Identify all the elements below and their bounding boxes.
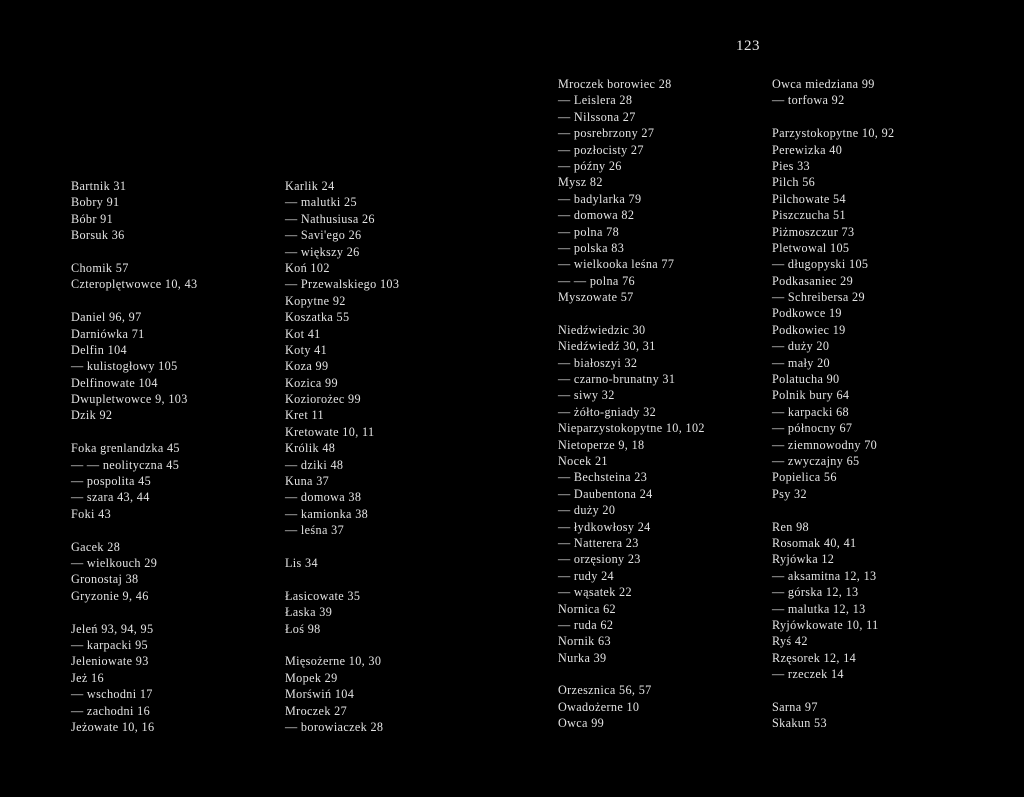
index-entry: — rzeczek 14	[772, 667, 844, 682]
index-entry: Mroczek 27	[285, 703, 348, 718]
index-entry: — zachodni 16	[71, 703, 151, 718]
index-entry: Bobry 91	[71, 195, 120, 210]
index-entry: — orzęsiony 23	[558, 552, 641, 567]
index-entry: Niedźwiedź 30, 31	[558, 339, 656, 354]
index-entry: Popielica 56	[772, 470, 837, 485]
index-entry: — dziki 48	[285, 457, 344, 472]
index-entry: Mysz 82	[558, 175, 603, 190]
index-entry: Ryjówka 12	[772, 552, 835, 567]
index-entry: — polna 78	[558, 224, 620, 239]
index-entry: — domowa 38	[285, 490, 362, 505]
index-entry: Koty 41	[285, 342, 328, 357]
index-entry: Dwupletwowce 9, 103	[71, 392, 188, 407]
index-entry: — leśna 37	[285, 523, 345, 538]
index-entry: Foki 43	[71, 506, 112, 521]
index-entry: — posrebrzony 27	[558, 126, 655, 141]
index-entry: Kot 41	[285, 326, 321, 341]
index-entry: Mopek 29	[285, 670, 338, 685]
index-entry: — Przewalskiego 103	[285, 277, 400, 292]
index-entry: Jeżowate 10, 16	[71, 719, 155, 734]
index-entry: Foka grenlandzka 45	[71, 441, 180, 456]
index-entry: — żółto-gniady 32	[558, 404, 657, 419]
index-entry: — wąsatek 22	[558, 585, 632, 600]
index-entry: Parzystokopytne 10, 92	[772, 126, 895, 141]
index-entry: — kamionka 38	[285, 506, 369, 521]
index-entry: — aksamitna 12, 13	[772, 568, 877, 583]
index-entry: Polatucha 90	[772, 372, 840, 387]
index-entry: Kopytne 92	[285, 293, 346, 308]
section-gap	[772, 502, 894, 518]
index-entry: Nieparzystokopytne 10, 102	[558, 421, 705, 436]
index-entry: Nornica 62	[558, 601, 616, 616]
index-entry: — Nathusiusa 26	[285, 211, 375, 226]
index-entry: Podkowce 19	[772, 306, 842, 321]
index-entry: — długopyski 105	[772, 257, 869, 272]
index-entry: — pozłocisty 27	[558, 142, 644, 157]
index-entry: Skakun 53	[772, 716, 827, 731]
section-gap	[772, 109, 894, 125]
index-entry: — — neolityczna 45	[71, 457, 180, 472]
index-entry: Mroczek borowiec 28	[558, 77, 672, 91]
index-entry: Nurka 39	[558, 650, 607, 665]
index-entry: — Savi'ego 26	[285, 228, 362, 243]
index-entry: — pospolita 45	[71, 474, 152, 489]
index-entry: Nocek 21	[558, 453, 608, 468]
index-entry: Borsuk 36	[71, 228, 125, 243]
index-entry: — zwyczajny 65	[772, 453, 860, 468]
index-entry: Orzesznica 56, 57	[558, 683, 652, 698]
index-column-3	[558, 76, 705, 732]
index-column-1	[71, 178, 198, 735]
index-entry: — łydkowłosy 24	[558, 519, 651, 534]
section-gap	[71, 424, 198, 440]
index-entry: Owca miedziana 99	[772, 77, 875, 91]
index-entry: Jeleń 93, 94, 95	[71, 621, 154, 636]
index-entry: — duży 20	[772, 339, 830, 354]
index-entry: Owadożerne 10	[558, 699, 640, 714]
section-gap	[285, 637, 399, 653]
index-entry: — wielkooka leśna 77	[558, 257, 675, 272]
index-entry: — rudy 24	[558, 568, 614, 583]
index-entry: Kretowate 10, 11	[285, 424, 375, 439]
index-column-2	[285, 178, 399, 735]
index-entry: — Natterera 23	[558, 535, 639, 550]
index-entry: Perewizka 40	[772, 142, 843, 157]
index-entry: — duży 20	[558, 503, 616, 518]
index-entry: Gacek 28	[71, 539, 121, 554]
section-gap	[71, 522, 198, 538]
index-column-4	[772, 76, 894, 732]
index-entry: — kulistogłowy 105	[71, 359, 178, 374]
index-entry: — malutka 12, 13	[772, 601, 866, 616]
index-entry: — badylarka 79	[558, 191, 642, 206]
index-entry: Dzik 92	[71, 408, 113, 423]
index-entry: Niedźwiedzic 30	[558, 322, 646, 337]
index-entry: Lis 34	[285, 555, 318, 570]
page-number: 123	[736, 38, 760, 54]
index-entry: — torfowa 92	[772, 93, 845, 108]
index-entry: — — polna 76	[558, 273, 635, 288]
index-entry: Delfin 104	[71, 342, 127, 357]
index-entry: — karpacki 68	[772, 404, 849, 419]
index-entry: Sarna 97	[772, 699, 818, 714]
index-entry: Rosomak 40, 41	[772, 535, 857, 550]
index-entry: Bartnik 31	[71, 179, 127, 193]
section-gap	[71, 244, 198, 260]
section-gap	[772, 682, 894, 698]
index-entry: — siwy 32	[558, 388, 615, 403]
index-entry: Daniel 96, 97	[71, 310, 142, 325]
index-entry: Podkowiec 19	[772, 322, 846, 337]
section-gap	[71, 293, 198, 309]
index-entry: Ryś 42	[772, 634, 808, 649]
section-gap	[71, 604, 198, 620]
index-entry: Piszczucha 51	[772, 208, 846, 223]
index-entry: Pilch 56	[772, 175, 816, 190]
index-entry: — Schreibersa 29	[772, 290, 865, 305]
index-entry: Owca 99	[558, 716, 605, 731]
index-entry: Koziorożec 99	[285, 392, 361, 407]
index-entry: — późny 26	[558, 158, 622, 173]
section-gap	[558, 666, 705, 682]
index-entry: — malutki 25	[285, 195, 357, 210]
index-entry: — mały 20	[772, 355, 830, 370]
index-entry: Rzęsorek 12, 14	[772, 650, 857, 665]
index-entry: Darniówka 71	[71, 326, 145, 341]
index-entry: Karlik 24	[285, 179, 335, 193]
index-entry: — borowiaczek 28	[285, 719, 384, 734]
index-entry: — Bechsteina 23	[558, 470, 648, 485]
index-entry: Pilchowate 54	[772, 191, 846, 206]
index-entry: Koń 102	[285, 260, 330, 275]
index-entry: Kozica 99	[285, 375, 338, 390]
index-entry: Królik 48	[285, 441, 336, 456]
index-entry: — Leislera 28	[558, 93, 633, 108]
index-entry: Psy 32	[772, 486, 807, 501]
index-entry: Czteroplętwowce 10, 43	[71, 277, 198, 292]
index-entry: — polska 83	[558, 240, 625, 255]
index-entry: Podkasaniec 29	[772, 273, 854, 288]
index-entry: Bóbr 91	[71, 211, 114, 226]
section-gap	[558, 305, 705, 321]
index-entry: Piżmoszczur 73	[772, 224, 855, 239]
index-entry: Kret 11	[285, 408, 324, 423]
index-entry: Morświń 104	[285, 687, 355, 702]
index-entry: — górska 12, 13	[772, 585, 859, 600]
index-entry: — ziemnowodny 70	[772, 437, 878, 452]
index-entry: Koza 99	[285, 359, 329, 374]
index-entry: — wschodni 17	[71, 687, 153, 702]
section-gap	[285, 571, 399, 587]
index-entry: Łasicowate 35	[285, 588, 361, 603]
index-entry: Myszowate 57	[558, 290, 634, 305]
index-entry: — domowa 82	[558, 208, 635, 223]
index-entry: Jeż 16	[71, 670, 104, 685]
index-entry: Polnik bury 64	[772, 388, 850, 403]
section-gap	[285, 539, 399, 555]
index-entry: Delfinowate 104	[71, 375, 158, 390]
index-entry: Nornik 63	[558, 634, 611, 649]
index-entry: Pletwowal 105	[772, 240, 850, 255]
index-entry: Łoś 98	[285, 621, 321, 636]
index-entry: — Daubentona 24	[558, 486, 653, 501]
index-entry: Koszatka 55	[285, 310, 350, 325]
index-entry: — większy 26	[285, 244, 360, 259]
index-entry: — ruda 62	[558, 617, 614, 632]
index-entry: Łaska 39	[285, 605, 333, 620]
index-entry: — karpacki 95	[71, 637, 148, 652]
index-entry: Gryzonie 9, 46	[71, 588, 149, 603]
index-entry: — Nilssona 27	[558, 109, 636, 124]
index-entry: — białoszyi 32	[558, 355, 638, 370]
index-entry: Jeleniowate 93	[71, 654, 149, 669]
index-entry: Mięsożerne 10, 30	[285, 654, 382, 669]
index-entry: Kuna 37	[285, 474, 330, 489]
index-entry: Ryjówkowate 10, 11	[772, 617, 879, 632]
index-entry: — szara 43, 44	[71, 490, 150, 505]
index-entry: — północny 67	[772, 421, 853, 436]
index-entry: Nietoperze 9, 18	[558, 437, 645, 452]
index-entry: Pies 33	[772, 158, 811, 173]
index-entry: — wielkouch 29	[71, 555, 158, 570]
index-entry: Gronostaj 38	[71, 572, 139, 587]
index-entry: Ren 98	[772, 519, 809, 534]
index-entry: Chomik 57	[71, 260, 129, 275]
index-entry: — czarno-brunatny 31	[558, 372, 676, 387]
